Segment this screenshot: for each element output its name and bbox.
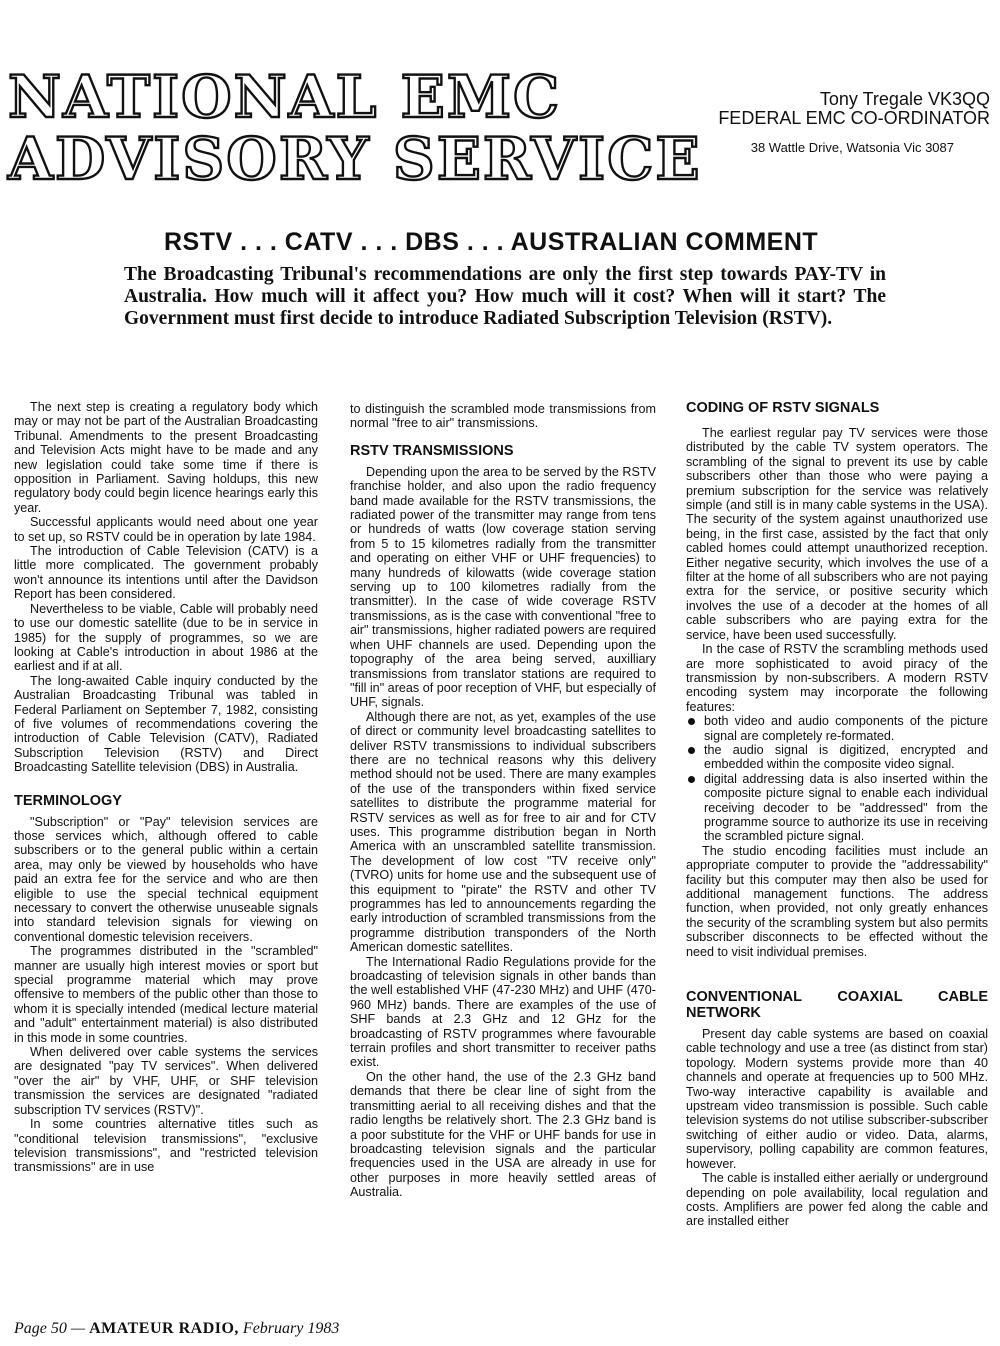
author-byline [670,90,990,156]
list-item-text: digital addressing data is also inserted within the composite picture signal to enable each individual receiving decoder to be "addressed" from the programme source to authorize its use in receiving the scrambled picture signal. [704,771,988,844]
paragraph: The long-awaited Cable inquiry conducted by the Australian Broadcasting Tribunal was tabled in Federal Parliament on September 7, 1982, consisting of five volumes of recommendations covering the introduction of Cable Television (CATV), Radiated Subscription Television (RSTV) and Direct Broadcasting Satellite television (DBS) in Australia. [14,673,318,775]
paragraph: Present day cable systems are based on coaxial cable technology and use a tree (as distinct from star) topology. Modern systems provide more than 40 channels and operate at frequencies up to 500 MHz. Two-way interactive capability is available and upstream video transmission is possible. Such cable television systems do not utilise subscriber-subscriber switching of either audio or video. Data, alarms, supervisory, polling capability are common features, however. [686,1027,988,1171]
paragraph: to distinguish the scrambled mode transmissions from normal "free to air" transmissions. [350,402,656,431]
section-heading-rstv-transmissions: RSTV TRANSMISSIONS [350,442,514,459]
bullet-icon [688,718,695,725]
feature-list [686,714,988,844]
paragraph: The studio encoding facilities must include an appropriate computer to provide the "addressability" facility but this computer may then also be used for additional management functions. The address function, when provided, not only greatly enhances the security of the scrambling system but also permits subscriber disconnects to be effected without the need to visit individual premises. [686,843,988,959]
paragraph: The International Radio Regulations provide for the broadcasting of television signals in other bands than the well established VHF (47-230 MHz) and UHF (470-960 MHz) bands. There are examples of the use of SHF bands at 2.3 GHz and 12 GHz for the broadcasting of RSTV programmes where favourable terrain profiles and short transmitter to receiver paths exist. [350,954,656,1070]
paragraph: The next step is creating a regulatory body which may or may not be part of the Australian Broadcasting Tribunal. Amendments to the present Broadcasting and Television Acts might have to be made and any new legislation could take some time if there is opposition in Parliament. Saving holdups, this new regulatory body could begin licence hearings early this year. [14,400,318,515]
author-name: Tony Tregale VK3QQ [819,89,990,109]
paragraph: "Subscription" or "Pay" television services are those services which, although offered to cable subscribers or to the general public within a certain area, may only be viewed by households who have paid an extra fee for the service and who are then eligible to use the special technical equipment necessary to convert the otherwise unuseable signals into standard television signals for viewing on conventional domestic television receivers. [14,814,318,944]
section-heading-terminology: TERMINOLOGY [14,792,122,809]
list-item [686,772,988,844]
list-item [686,743,988,772]
paragraph: The earliest regular pay TV services were those distributed by the cable TV system operators. The scrambling of the signal to prevent its use by cable subscribers other than those who were paying a premium subscription for the service was relatively simple (and still is in many cable systems in the USA). The security of the system against unauthorized use being, in the first case, assisted by the fact that only cabled homes could attempt unauthorized reception. Either negative security, which involves the use of a filter at the home of all subscribers who are not paying extra for the service, or positive security which involves the use of a decoder at the homes of all cable subscribers who are paying extra for the service, have been used successfully. [686,426,988,642]
article-headline: RSTV . . . CATV . . . DBS . . . AUSTRALIAN COMMENT [164,228,819,256]
author-role: FEDERAL EMC CO-ORDINATOR [718,108,990,128]
paragraph: The cable is installed either aerially or underground depending on pole availability, local regulation and costs. Amplifiers are power fed along the cable and are installed either [686,1171,988,1229]
paragraph: In some countries alternative titles such as "conditional television transmissions", "exclusive television transmissions", and "restricted television transmissions" are in use [14,1117,318,1175]
page-footer [14,1320,339,1338]
page-number: Page 50 — [14,1320,90,1337]
masthead-line-2: ADVISORY SERVICE [8,125,702,193]
section-heading-coaxial-network: CONVENTIONAL COAXIAL CABLE NETWORK [686,989,988,1022]
list-item [686,714,988,743]
column-2 [350,402,656,1200]
list-item-text: both video and audio components of the picture signal are completely re-formated. [704,714,988,743]
article-standfirst: The Broadcasting Tribunal's recommendations are only the first step towards PAY-TV in Australia. How much will it affect you? How much will it cost? When will it start? The Government must first decide to introduce Radiated Subscription Television (RSTV). [124,264,886,329]
masthead-title [8,63,702,193]
paragraph: Nevertheless to be viable, Cable will probably need to use our domestic satellite (due to be in service in 1985) for the supply of programmes, so we are looking at Cable's introduction in about 1986 at the earliest and if at all. [14,601,318,674]
paragraph: In the case of RSTV the scrambling methods used are more sophisticated to avoid piracy of the transmission by non-subscribers. A modern RSTV encoding system may incorporate the following features: [686,642,988,714]
magazine-name: AMATEUR RADIO, [89,1320,239,1337]
paragraph: When delivered over cable systems the services are designated "pay TV services". When delivered "over the air" by VHF, UHF, or SHF television transmission the services are designated "radiated subscription TV services (RSTV)". [14,1045,318,1117]
masthead-line-1: NATIONAL EMC [8,63,562,131]
bullet-icon [688,776,695,783]
bullet-icon [688,747,695,754]
list-item-text: the audio signal is digitized, encrypted and embedded within the composite video signal. [704,742,988,772]
paragraph: The introduction of Cable Television (CATV) is a little more complicated. The government probably won't announce its intentions until after the Davidson Report has been considered. [14,544,318,602]
issue-date: February 1983 [238,1320,340,1337]
section-heading-coding: CODING OF RSTV SIGNALS [686,400,880,416]
paragraph: The programmes distributed in the "scrambled" manner are usually high interest movies or sport but special programme material which may prove offensive to members of the public other than those to whom it is specially intended (medical lecture material and "adult" entertainment material) is also distributed in this mode in some countries. [14,944,318,1045]
paragraph: On the other hand, the use of the 2.3 GHz band demands that there be clear line of sight from the transmitting aerial to all receiving dishes and that the radio lengths be relatively short. The 2.3 GHz band is a poor substitute for the VHF or UHF bands for use in broadcasting television signals and the particular frequencies used in the USA are already in use for other purposes in more heavily settled areas of Australia. [350,1069,656,1200]
paragraph: Successful applicants would need about one year to set up, so RSTV could be in operation by late 1984. [14,515,318,544]
column-1 [14,400,318,1175]
column-3 [686,400,988,1229]
author-address: 38 Wattle Drive, Watsonia Vic 3087 [750,140,954,155]
paragraph: Although there are not, as yet, examples of the use of direct or community level broadcasting satellites to deliver RSTV transmissions to individual subscribers there are no technical reasons why this delivery method should not be used. There are many examples of the use of the transponders within fixed service satellites to distribute the programme material for RSTV services as well as for free to air and for CTV uses. This programme distribution began in North America with an unscrambled satellite transmission. The development of low cost "TV receive only" (TVRO) units for home use and the subsequent use of this equipment to "pirate" the RSTV and other TV programmes has led to announcements regarding the early introduction of scrambled transmissions from the programme distribution transponders of the North American domestic satellites. [350,709,656,955]
paragraph: Depending upon the area to be served by the RSTV franchise holder, and also upon the radio frequency band made available for the RSTV transmissions, the radiated power of the transmitter may range from tens or hundreds of watts (low coverage station serving from 5 to 15 kilometres radially from the transmitter and operating on either VHF or UHF frequencies) to many hundreds of kilowatts (wide coverage station serving up to 100 kilometres radially from the transmitter). In the case of wide coverage RSTV transmissions, as is the case with conventional "free to air" transmissions, higher radiated powers are required when UHF channels are used. Depending upon the topography of the area being served, auxilliary transmissions from translator stations are required to "fill in" areas of poor reception of VHF, but especially of UHF, signals. [350,464,656,710]
